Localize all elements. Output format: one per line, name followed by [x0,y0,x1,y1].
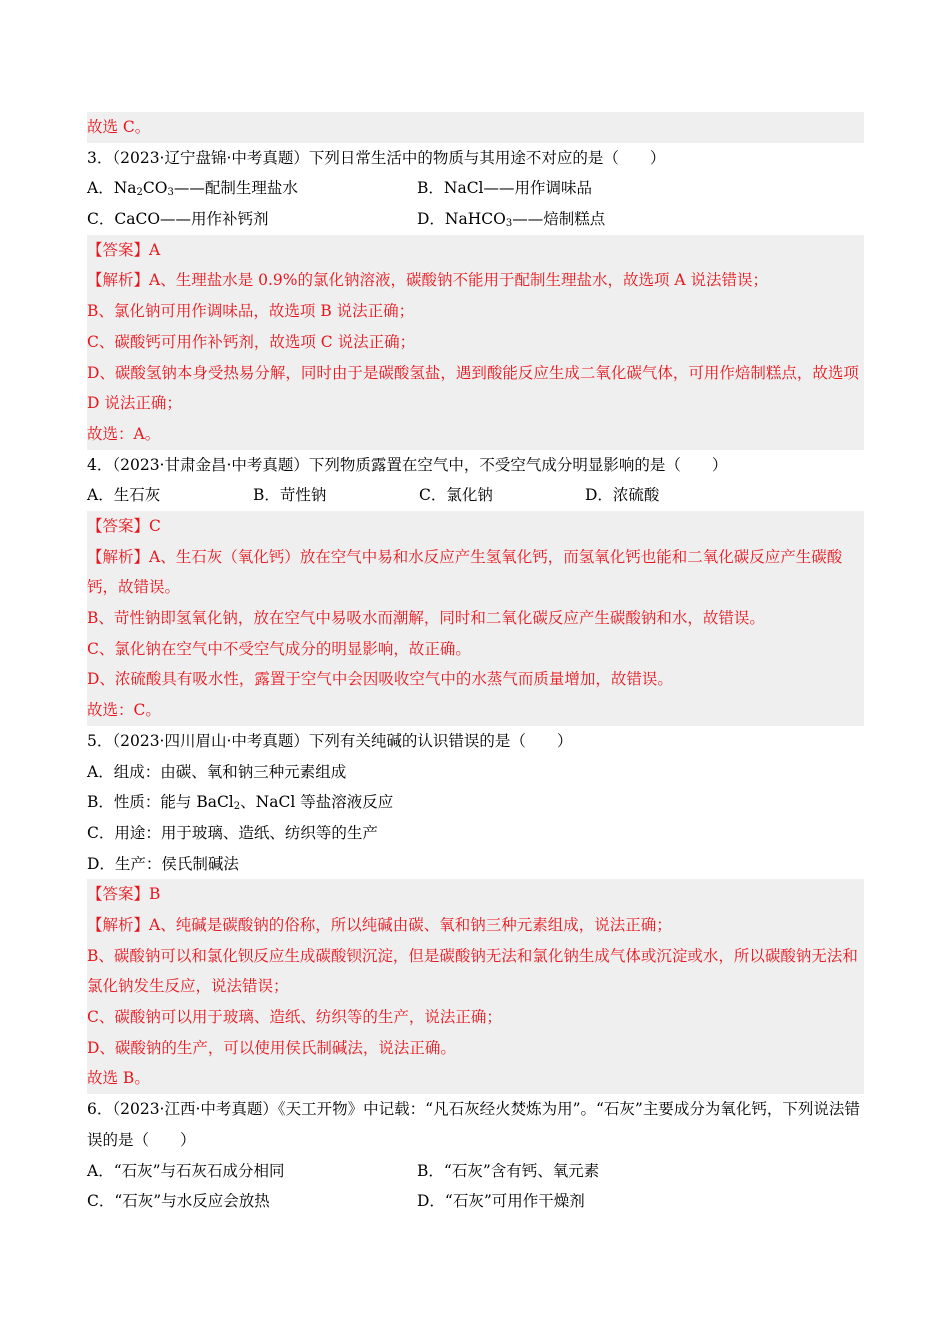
q6-option-c: C．“石灰”与水反应会放热 [87,1192,270,1211]
q3-conclusion: 故选：A。 [87,424,161,443]
q4-option-d: D．浓硫酸 [585,486,660,505]
q3-analysis-line: D、碳酸氢钠本身受热易分解，同时由于是碳酸氢盐，遇到酸能反应生成二氧化碳气体，可用作焙制糕点，故选项 D 说法正确； [87,363,859,413]
q4-option-b: B．苛性钠 [253,486,327,505]
q4-stem: 4．（2023·甘肃金昌·中考真题）下列物质露置在空气中，不受空气成分明显影响的是（ ） [87,455,728,474]
q6-option-a: A．“石灰”与石灰石成分相同 [87,1161,285,1180]
page-content [87,112,864,1217]
q3-answer: 【答案】A [87,240,161,259]
q4-option-c: C．氯化钠 [419,486,493,505]
q6-option-b: B．“石灰”含有钙、氧元素 [417,1161,600,1180]
q5-option-b: B．性质：能与 BaCl$_2$、NaCl 等盐溶液反应 [87,793,394,813]
q5-conclusion: 故选 B。 [87,1069,150,1088]
q5-stem: 5．（2023·四川眉山·中考真题）下列有关纯碱的认识错误的是（ ） [87,731,573,750]
q3-option-a: A．$Na_2CO_3——$配制生理盐水 [87,179,298,199]
q6-stem: 6．（2023·江西·中考真题）《天工开物》中记载：“凡石灰经火焚炼为用”。“石灰”主要成分为氧化钙，下列说法错误的是（ ） [87,1100,860,1149]
q6-option-d: D．“石灰”可用作干燥剂 [417,1192,585,1211]
q3-analysis-line: 【解析】A、生理盐水是 0.9%的氯化钠溶液，碳酸钠不能用于配制生理盐水，故选项 A 说法错误； [87,271,769,290]
q3-analysis-line: B、氯化钠可用作调味品，故选项 B 说法正确； [87,302,415,321]
q5-option-d: D．生产：侯氏制碱法 [87,854,239,873]
q4-options-row [87,480,864,511]
q3-solution [87,235,864,450]
q4-analysis-line: D、浓硫酸具有吸水性，露置于空气中会因吸收空气中的水蒸气而质量增加，故错误。 [87,670,673,689]
q4-answer: 【答案】C [87,516,161,535]
q5-option-c: C．用途：用于玻璃、造纸、纺织等的生产 [87,823,378,842]
q3-option-c: C．CaCO——用作补钙剂 [87,210,269,229]
q4-option-a: A．生石灰 [87,486,161,505]
q4-solution [87,511,864,726]
q5-analysis-line: 【解析】A、纯碱是碳酸钠的俗称，所以纯碱由碳、氧和钠三种元素组成，说法正确； [87,915,672,934]
q4-analysis-line: C、氯化钠在空气中不受空气成分的明显影响，故正确。 [87,639,471,658]
q6-options-row-2 [87,1186,864,1217]
q4-analysis-line: B、苛性钠即氢氧化钠，放在空气中易吸水而潮解，同时和二氧化碳反应产生碳酸钠和水，故错误。 [87,609,765,628]
q6-options-row-1 [87,1156,864,1187]
q4-analysis-line: 【解析】A、生石灰（氧化钙）放在空气中易和水反应产生氢氧化钙，而氢氧化钙也能和二氧化碳反应产生碳酸钙，故错误。 [87,547,843,597]
q3-option-b: B．NaCl——用作调味品 [417,179,593,198]
q5-option-a: A．组成：由碳、氧和钠三种元素组成 [87,762,347,781]
q5-answer: 【答案】B [87,885,161,904]
q5-analysis-line: D、碳酸钠的生产，可以使用侯氏制碱法，说法正确。 [87,1038,456,1057]
q3-stem: 3．（2023·辽宁盘锦·中考真题）下列日常生活中的物质与其用途不对应的是（ ） [87,148,666,167]
q5-solution [87,879,864,1094]
q3-options-row-1 [87,173,864,204]
q5-analysis-line: B、碳酸钠可以和氯化钡反应生成碳酸钡沉淀，但是碳酸钠无法和氯化钠生成气体或沉淀或水，所以碳酸钠无法和氯化钠发生反应，说法错误； [87,946,858,996]
q3-options-row-2 [87,204,864,235]
q3-analysis-line: C、碳酸钙可用作补钙剂，故选项 C 说法正确； [87,332,416,351]
q2-conclusion: 故选 C。 [87,112,864,143]
q4-conclusion: 故选：C。 [87,701,161,720]
q5-analysis-line: C、碳酸钠可以用于玻璃、造纸、纺织等的生产，说法正确； [87,1008,502,1027]
q3-option-d: D．NaHCO$_3$——焙制糕点 [417,210,606,230]
